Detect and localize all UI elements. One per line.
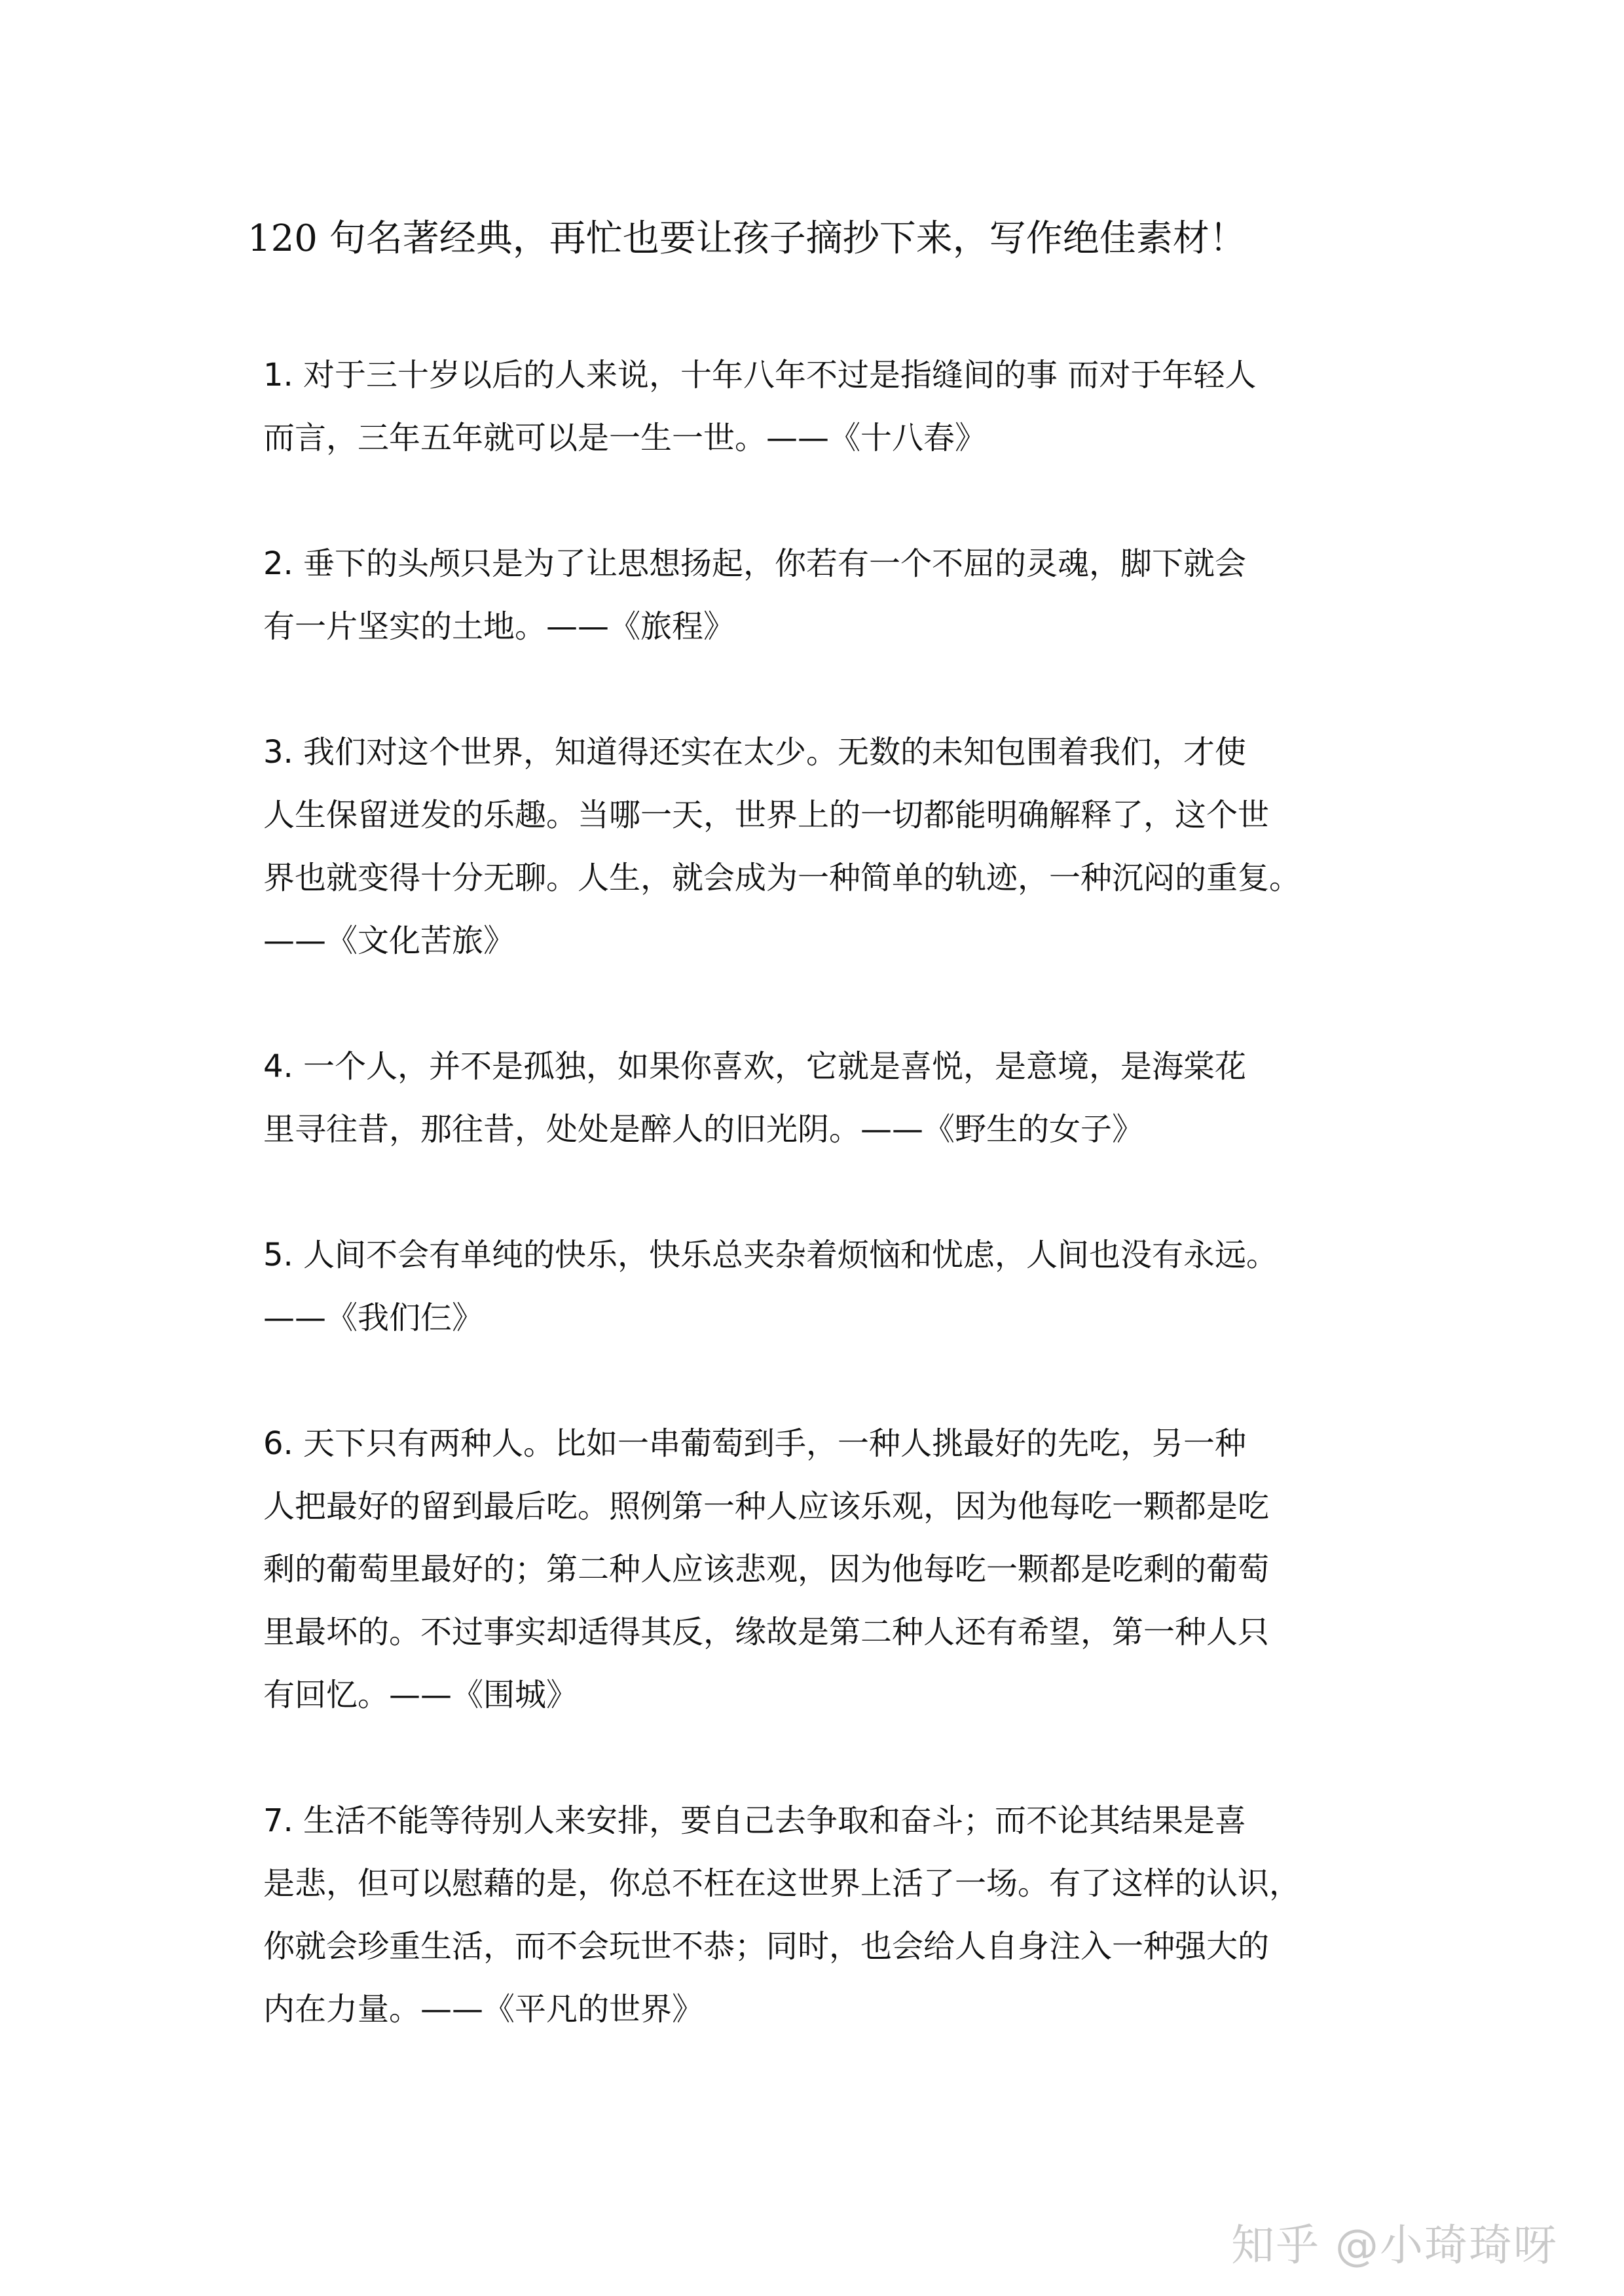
quote-7 xyxy=(263,1789,1376,2041)
quote-1 xyxy=(263,344,1376,469)
quote-line: 7. 生活不能等待别人来安排，要自己去争取和奋斗；而不论其结果是喜 xyxy=(263,1802,1247,1839)
quote-line: ——《文化苦旅》 xyxy=(263,922,515,959)
quote-line: 5. 人间不会有单纯的快乐，快乐总夹杂着烦恼和忧虑，人间也没有永远。 xyxy=(263,1237,1278,1273)
quote-line: 剩的葡萄里最好的；第二种人应该悲观，因为他每吃一颗都是吃剩的葡萄 xyxy=(263,1551,1270,1588)
quote-line: 有一片坚实的土地。——《旅程》 xyxy=(263,608,735,645)
quote-list xyxy=(263,344,1376,2104)
quote-line: 2. 垂下的头颅只是为了让思想扬起，你若有一个不屈的灵魂，脚下就会 xyxy=(263,545,1247,582)
quote-line: 4. 一个人，并不是孤独，如果你喜欢，它就是喜悦，是意境，是海棠花 xyxy=(263,1048,1247,1085)
quote-line: 人把最好的留到最后吃。照例第一种人应该乐观，因为他每吃一颗都是吃 xyxy=(263,1488,1270,1525)
quote-line: 是悲，但可以慰藉的是，你总不枉在这世界上活了一场。有了这样的认识， xyxy=(263,1865,1301,1902)
zhihu-watermark: 知乎 @小琦琦呀 xyxy=(1231,2220,1558,2270)
quote-line: 有回忆。——《围城》 xyxy=(263,1677,578,1713)
quote-line: ——《我们仨》 xyxy=(263,1300,484,1336)
quote-3 xyxy=(263,721,1376,972)
quote-line: 6. 天下只有两种人。比如一串葡萄到手，一种人挑最好的先吃，另一种 xyxy=(263,1425,1247,1462)
quote-5 xyxy=(263,1224,1376,1349)
quote-line: 里寻往昔，那往昔，处处是醉人的旧光阴。——《野生的女子》 xyxy=(263,1111,1144,1148)
quote-line: 1. 对于三十岁以后的人来说，十年八年不过是指缝间的事 而对于年轻人 xyxy=(263,357,1257,393)
document-title: 120 句名著经典，再忙也要让孩子摘抄下来，写作绝佳素材！ xyxy=(248,217,1246,260)
quote-line: 界也就变得十分无聊。人生，就会成为一种简单的轨迹，一种沉闷的重复。 xyxy=(263,860,1301,896)
quote-line: 3. 我们对这个世界，知道得还实在太少。无数的未知包围着我们，才使 xyxy=(263,734,1247,771)
quote-line: 里最坏的。不过事实却适得其反，缘故是第二种人还有希望，第一种人只 xyxy=(263,1614,1270,1650)
quote-line: 你就会珍重生活，而不会玩世不恭；同时，也会给人自身注入一种强大的 xyxy=(263,1928,1270,1965)
quote-line: 内在力量。——《平凡的世界》 xyxy=(263,1991,704,2028)
quote-line: 而言，三年五年就可以是一生一世。——《十八春》 xyxy=(263,420,987,456)
quote-6 xyxy=(263,1412,1376,1726)
quote-4 xyxy=(263,1035,1376,1161)
quote-line: 人生保留迸发的乐趣。当哪一天，世界上的一切都能明确解释了，这个世 xyxy=(263,797,1270,833)
quote-2 xyxy=(263,532,1376,658)
